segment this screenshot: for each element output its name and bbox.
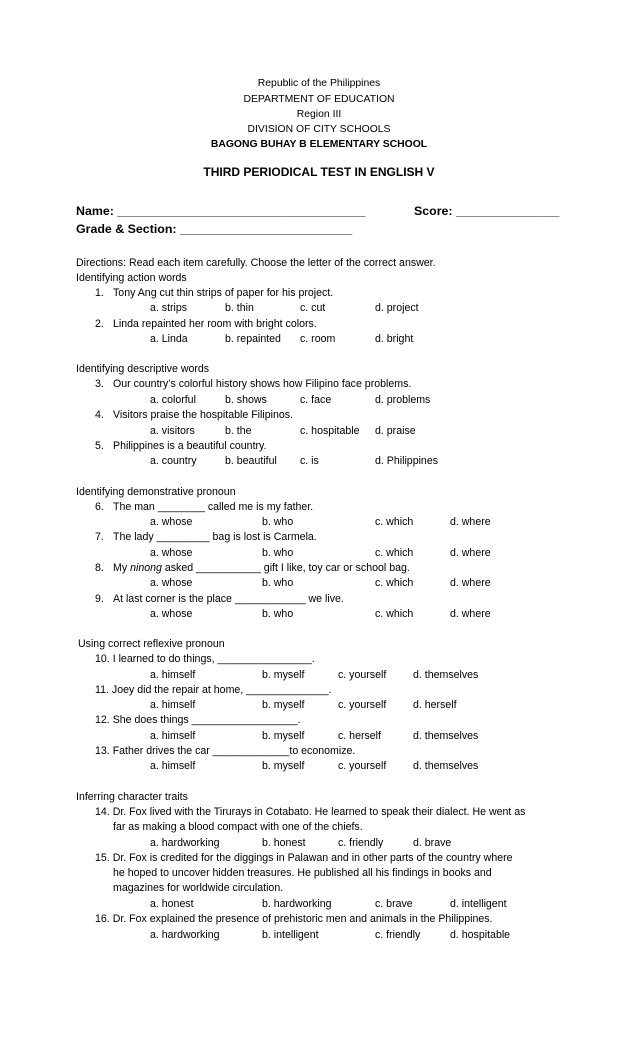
q12-option-b[interactable]: b. myself — [262, 730, 305, 742]
question-10 — [95, 652, 315, 667]
q6-option-a[interactable]: a. whose — [150, 516, 193, 528]
question-text: Dr. Fox lived with the Tirurays in Cotabato. He learned to speak their dialect. He went as — [112, 806, 526, 818]
q1-option-c[interactable]: c. cut — [300, 302, 326, 314]
question-number: 4. — [95, 409, 104, 421]
q14-option-c[interactable]: c. friendly — [338, 837, 384, 849]
section-heading-demonstrative-pronoun: Identifying demonstrative pronoun — [76, 486, 236, 498]
q6-option-b[interactable]: b. who — [262, 516, 294, 528]
question-8 — [95, 561, 410, 576]
question-number: 1. — [95, 287, 104, 299]
q7-option-b[interactable]: b. who — [262, 547, 294, 559]
q11-option-d[interactable]: d. herself — [413, 699, 457, 711]
q5-option-a[interactable]: a. country — [150, 455, 197, 467]
q11-option-c[interactable]: c. yourself — [338, 699, 387, 711]
q3-option-d[interactable]: d. problems — [375, 394, 431, 406]
q12-option-a[interactable]: a. himself — [150, 730, 196, 742]
q1-option-b[interactable]: b. thin — [225, 302, 254, 314]
q8-option-c[interactable]: c. which — [375, 577, 414, 589]
q4-option-c[interactable]: c. hospitable — [300, 425, 360, 437]
question-15-continued-2: magazines for worldwide circulation. — [113, 882, 284, 894]
q9-option-a[interactable]: a. whose — [150, 608, 193, 620]
question-text: The lady _________ bag is lost is Carmela. — [113, 531, 317, 543]
q8-option-b[interactable]: b. who — [262, 577, 294, 589]
question-number: 6. — [95, 501, 104, 513]
question-14-continued: far as making a blood compact with one of the chiefs. — [113, 821, 363, 833]
q2-option-c[interactable]: c. room — [300, 333, 336, 345]
q6-option-d[interactable]: d. where — [450, 516, 491, 528]
question-number: 14. — [95, 806, 110, 818]
question-4 — [95, 408, 293, 423]
q15-option-a[interactable]: a. honest — [150, 898, 194, 910]
question-number: 3. — [95, 378, 104, 390]
question-number: 13. — [95, 745, 110, 757]
question-number: 9. — [95, 593, 104, 605]
q14-option-b[interactable]: b. honest — [262, 837, 306, 849]
section-heading-action-words: Identifying action words — [76, 272, 187, 284]
q6-option-c[interactable]: c. which — [375, 516, 414, 528]
q9-option-d[interactable]: d. where — [450, 608, 491, 620]
question-number: 15. — [95, 852, 110, 864]
question-number: 2. — [95, 318, 104, 330]
question-1 — [95, 286, 333, 301]
question-7 — [95, 530, 317, 545]
question-11 — [95, 683, 332, 698]
q4-option-a[interactable]: a. visitors — [150, 425, 195, 437]
q12-option-c[interactable]: c. herself — [338, 730, 381, 742]
q16-option-d[interactable]: d. hospitable — [450, 929, 511, 941]
q16-option-b[interactable]: b. intelligent — [262, 929, 319, 941]
q15-option-d[interactable]: d. intelligent — [450, 898, 507, 910]
question-text-emphasis: ninong — [130, 562, 162, 574]
question-text: I learned to do things, ________________. — [112, 653, 315, 665]
question-number: 7. — [95, 531, 104, 543]
question-14 — [95, 805, 525, 820]
q5-option-b[interactable]: b. beautiful — [225, 455, 277, 467]
question-text-pre: My — [113, 562, 131, 574]
header-school: BAGONG BUHAY B ELEMENTARY SCHOOL — [210, 139, 428, 150]
q13-option-a[interactable]: a. himself — [150, 760, 196, 772]
question-15-continued: he hoped to uncover hidden treasures. He published all his findings in books and — [113, 867, 492, 879]
question-text: She does things __________________. — [112, 714, 301, 726]
q7-option-c[interactable]: c. which — [375, 547, 414, 559]
question-number: 12. — [95, 714, 110, 726]
question-number: 16. — [95, 913, 110, 925]
question-text: Dr. Fox explained the presence of prehistoric men and animals in the Philippines. — [112, 913, 493, 925]
q13-option-b[interactable]: b. myself — [262, 760, 305, 772]
question-text-post: asked ___________ gift I like, toy car or school bag. — [161, 562, 410, 574]
q3-option-b[interactable]: b. shows — [225, 394, 267, 406]
q13-option-c[interactable]: c. yourself — [338, 760, 387, 772]
q5-option-c[interactable]: c. is — [300, 455, 319, 467]
question-text: Our country’s colorful history shows how Filipino face problems. — [113, 378, 412, 390]
q3-option-c[interactable]: c. face — [300, 394, 332, 406]
q1-option-a[interactable]: a. strips — [150, 302, 188, 314]
q7-option-d[interactable]: d. where — [450, 547, 491, 559]
q16-option-c[interactable]: c. friendly — [375, 929, 421, 941]
q7-option-a[interactable]: a. whose — [150, 547, 193, 559]
score-field[interactable]: Score: _______________ — [414, 204, 560, 218]
question-5 — [95, 439, 267, 454]
header-republic: Republic of the Philippines — [257, 78, 381, 89]
q9-option-c[interactable]: c. which — [375, 608, 414, 620]
question-13 — [95, 744, 355, 759]
q11-option-a[interactable]: a. himself — [150, 699, 196, 711]
question-text: Tony Ang cut thin strips of paper for his project. — [113, 287, 334, 299]
section-heading-character-traits: Inferring character traits — [76, 791, 188, 803]
question-6 — [95, 500, 313, 515]
q2-option-a[interactable]: a. Linda — [150, 333, 188, 345]
question-number: 10. — [95, 653, 110, 665]
q10-option-c[interactable]: c. yourself — [338, 669, 387, 681]
grade-section-field[interactable]: Grade & Section: _________________________ — [76, 222, 353, 236]
q5-option-d[interactable]: d. Philippines — [375, 455, 439, 467]
q12-option-d[interactable]: d. themselves — [413, 730, 479, 742]
question-15 — [95, 851, 513, 866]
question-text: Visitors praise the hospitable Filipinos. — [113, 409, 293, 421]
q4-option-b[interactable]: b. the — [225, 425, 252, 437]
name-field[interactable]: Name: ____________________________________ — [76, 204, 366, 218]
question-text: Dr. Fox is credited for the diggings in Palawan and in other parts of the country where — [112, 852, 513, 864]
question-12 — [95, 713, 301, 728]
directions: Directions: Read each item carefully. Choose the letter of the correct answer. — [76, 257, 436, 269]
q15-option-b[interactable]: b. hardworking — [262, 898, 332, 910]
q11-option-b[interactable]: b. myself — [262, 699, 305, 711]
q10-option-d[interactable]: d. themselves — [413, 669, 479, 681]
q3-option-a[interactable]: a. colorful — [150, 394, 196, 406]
q13-option-d[interactable]: d. themselves — [413, 760, 479, 772]
header-division: DIVISION OF CITY SCHOOLS — [247, 124, 391, 135]
q9-option-b[interactable]: b. who — [262, 608, 294, 620]
question-text: Father drives the car _____________to economize. — [112, 745, 356, 757]
header-department: DEPARTMENT OF EDUCATION — [243, 94, 395, 105]
q15-option-c[interactable]: c. brave — [375, 898, 413, 910]
question-text: The man ________ called me is my father. — [113, 501, 314, 513]
question-text: Philippines is a beautiful country. — [113, 440, 267, 452]
q14-option-a[interactable]: a. hardworking — [150, 837, 220, 849]
question-number: 8. — [95, 562, 104, 574]
q10-option-a[interactable]: a. himself — [150, 669, 196, 681]
header-region: Region III — [296, 109, 342, 120]
q1-option-d[interactable]: d. project — [375, 302, 419, 314]
section-heading-descriptive-words: Identifying descriptive words — [76, 363, 210, 375]
question-2 — [95, 317, 317, 332]
question-text: At last corner is the place ____________ we live. — [113, 593, 344, 605]
q2-option-d[interactable]: d. bright — [375, 333, 414, 345]
question-number: 5. — [95, 440, 104, 452]
test-title: THIRD PERIODICAL TEST IN ENGLISH V — [203, 165, 435, 179]
question-16 — [95, 912, 493, 927]
question-text: Joey did the repair at home, ______________. — [111, 684, 332, 696]
question-number: 11. — [95, 684, 109, 696]
question-text: Linda repainted her room with bright colors. — [113, 318, 317, 330]
q2-option-b[interactable]: b. repainted — [225, 333, 281, 345]
q4-option-d[interactable]: d. praise — [375, 425, 416, 437]
q8-option-a[interactable]: a. whose — [150, 577, 193, 589]
q10-option-b[interactable]: b. myself — [262, 669, 305, 681]
q16-option-a[interactable]: a. hardworking — [150, 929, 220, 941]
question-3 — [95, 377, 411, 392]
q14-option-d[interactable]: d. brave — [413, 837, 452, 849]
q8-option-d[interactable]: d. where — [450, 577, 491, 589]
question-9 — [95, 592, 344, 607]
section-heading-reflexive-pronoun: Using correct reflexive pronoun — [78, 638, 225, 650]
